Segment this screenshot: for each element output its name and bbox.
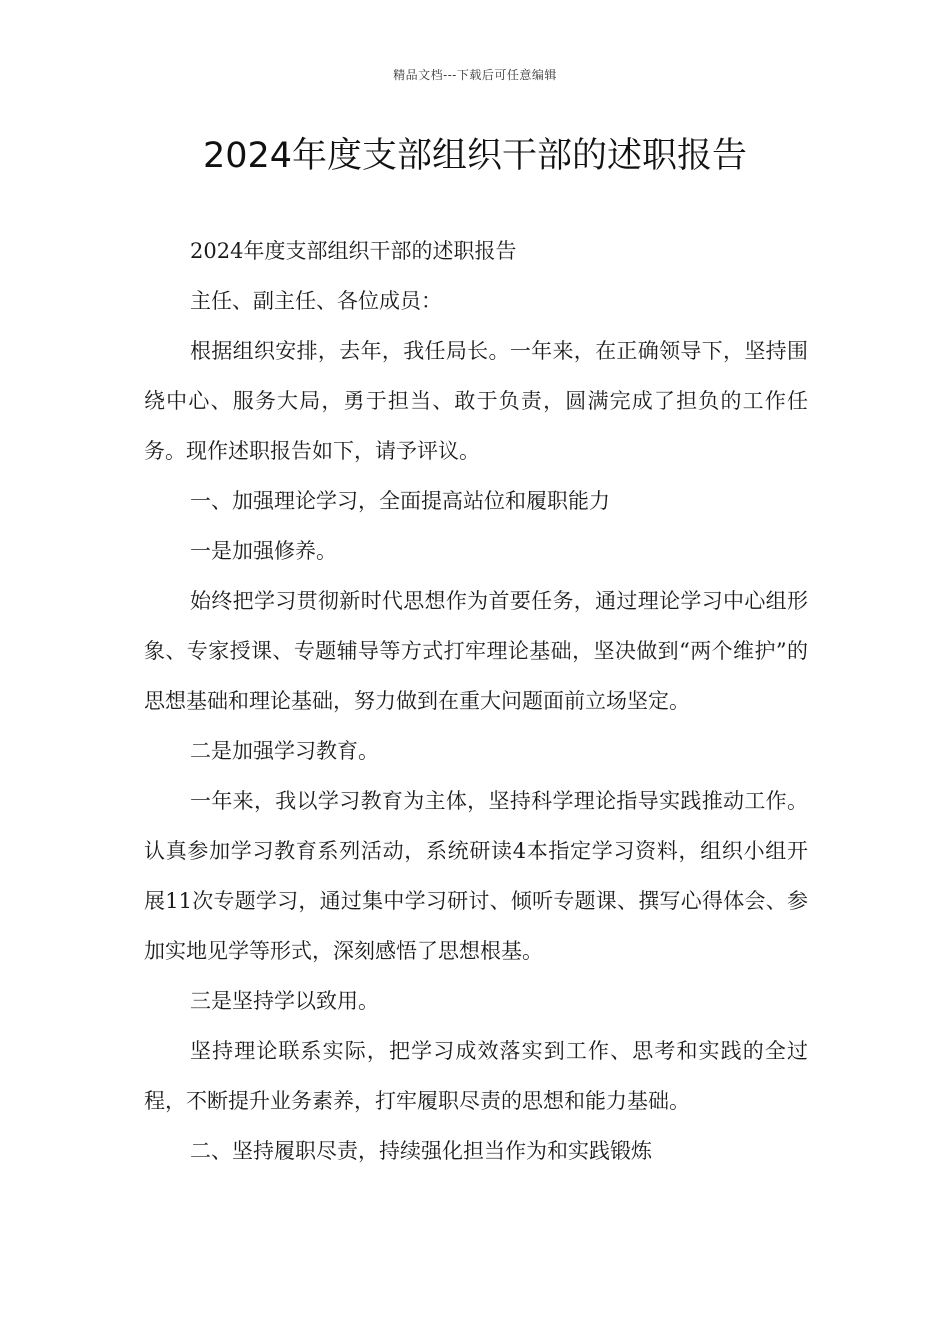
document-title: 2024年度支部组织干部的述职报告	[202, 136, 748, 176]
paragraph: 一年来，我以学习教育为主体，坚持科学理论指导实践推动工作。认真参加学习教育系列活动，系统研读4本指定学习资料，组织小组开展11次专题学习，通过集中学习研讨、倾听专题课、撰写心得体会、参加实地见学等形式，深刻感悟了思想根基。	[144, 789, 808, 963]
paragraph: 坚持理论联系实际，把学习成效落实到工作、思考和实践的全过程，不断提升业务素养，打牢履职尽责的思想和能力基础。	[144, 1039, 808, 1113]
paragraph: 根据组织安排，去年，我任局长。一年来，在正确领导下，坚持围绕中心、服务大局，勇于担当、敢于负责，圆满完成了担负的工作任务。现作述职报告如下，请予评议。	[144, 339, 808, 463]
paragraph: 主任、副主任、各位成员：	[190, 289, 442, 313]
subheading: 一是加强修养。	[190, 539, 337, 563]
paragraph: 2024年度支部组织干部的述职报告	[190, 239, 517, 263]
section-heading: 一、加强理论学习，全面提高站位和履职能力	[190, 489, 610, 513]
section-heading: 二、坚持履职尽责，持续强化担当作为和实践锻炼	[190, 1139, 652, 1163]
header-note: 精品文档---下载后可任意编辑	[393, 68, 557, 82]
paragraph: 始终把学习贯彻新时代思想作为首要任务，通过理论学习中心组形象、专家授课、专题辅导等方式打牢理论基础，坚决做到“两个维护”的思想基础和理论基础，努力做到在重大问题面前立场坚定。	[144, 589, 808, 713]
subheading: 二是加强学习教育。	[190, 739, 379, 763]
subheading: 三是坚持学以致用。	[190, 989, 379, 1013]
document-body	[144, 226, 808, 1176]
